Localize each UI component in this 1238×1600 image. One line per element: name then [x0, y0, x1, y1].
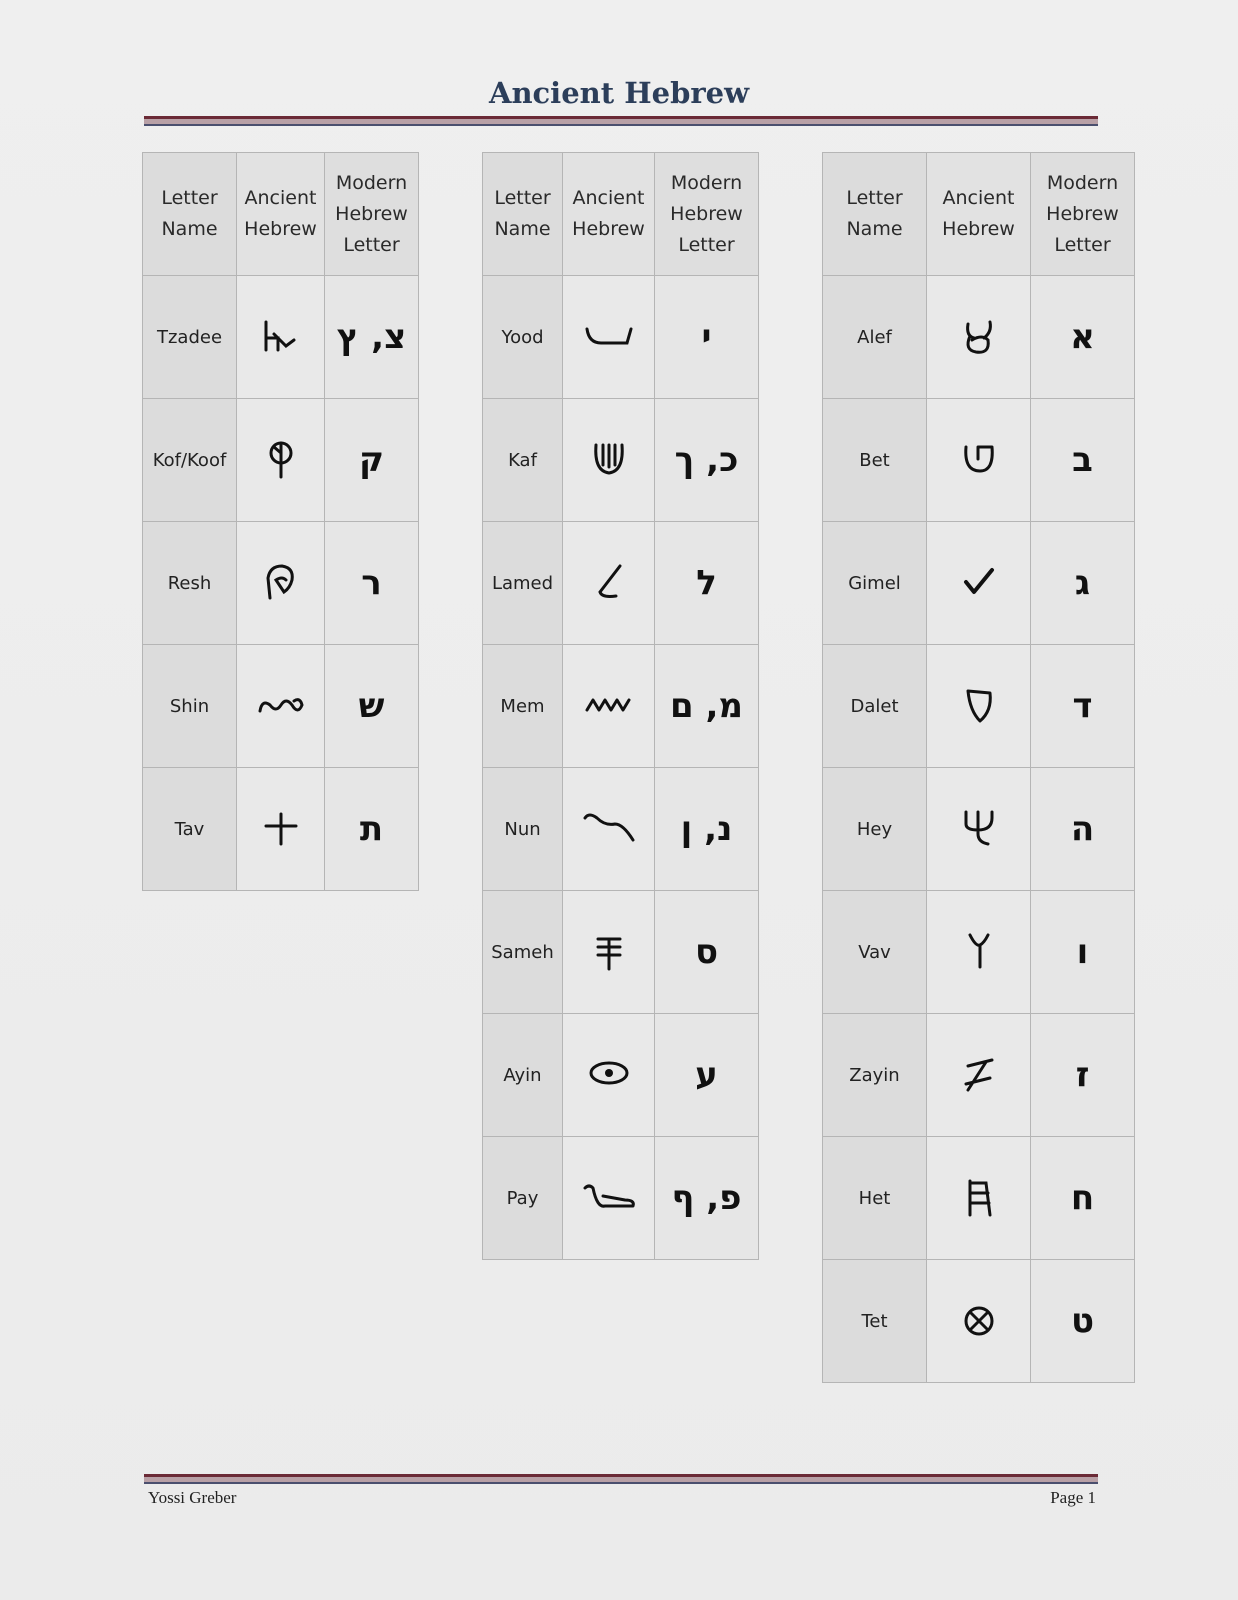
table-row — [823, 399, 1135, 522]
letter-name: Tav — [143, 768, 237, 891]
table-row — [483, 1137, 759, 1260]
tzadee-glyph-icon — [237, 276, 325, 399]
table-row — [823, 522, 1135, 645]
header-modern-letter: Modern Hebrew Letter — [325, 153, 419, 276]
letter-name: Tzadee — [143, 276, 237, 399]
modern-letter: נ, ן — [655, 768, 759, 891]
header-row — [823, 153, 1135, 276]
modern-letter: ג — [1031, 522, 1135, 645]
yood-glyph-icon — [563, 276, 655, 399]
letter-name: Sameh — [483, 891, 563, 1014]
modern-letter: ד — [1031, 645, 1135, 768]
modern-letter: ט — [1031, 1260, 1135, 1383]
letter-name: Zayin — [823, 1014, 927, 1137]
letter-name: Tet — [823, 1260, 927, 1383]
letter-name: Nun — [483, 768, 563, 891]
dalet-glyph-icon — [927, 645, 1031, 768]
modern-letter: פ, ף — [655, 1137, 759, 1260]
footer-author: Yossi Greber — [148, 1488, 237, 1507]
modern-letter: צ, ץ — [325, 276, 419, 399]
letter-name: Gimel — [823, 522, 927, 645]
table-row — [823, 1260, 1135, 1383]
letter-name: Dalet — [823, 645, 927, 768]
header-letter-name: Letter Name — [143, 153, 237, 276]
header-letter-name: Letter Name — [823, 153, 927, 276]
table-row — [143, 522, 419, 645]
tav-glyph-icon — [237, 768, 325, 891]
letter-table-left — [142, 152, 419, 891]
letter-name: Bet — [823, 399, 927, 522]
table-row — [143, 399, 419, 522]
table-row — [823, 1137, 1135, 1260]
letter-name: Shin — [143, 645, 237, 768]
table-row — [483, 276, 759, 399]
gimel-glyph-icon — [927, 522, 1031, 645]
table-row — [823, 1014, 1135, 1137]
table-row — [483, 768, 759, 891]
lamed-glyph-icon — [563, 522, 655, 645]
shin-glyph-icon — [237, 645, 325, 768]
bet-glyph-icon — [927, 399, 1031, 522]
letter-name: Resh — [143, 522, 237, 645]
modern-letter: ת — [325, 768, 419, 891]
table-row — [143, 276, 419, 399]
footer-page-number: Page 1 — [1050, 1488, 1096, 1507]
modern-letter: ע — [655, 1014, 759, 1137]
sameh-glyph-icon — [563, 891, 655, 1014]
letter-name: Lamed — [483, 522, 563, 645]
letter-table-middle — [482, 152, 759, 1260]
table-row — [823, 276, 1135, 399]
zayin-glyph-icon — [927, 1014, 1031, 1137]
header-letter-name: Letter Name — [483, 153, 563, 276]
modern-letter: ק — [325, 399, 419, 522]
table-row — [823, 891, 1135, 1014]
modern-letter: ל — [655, 522, 759, 645]
letter-name: Mem — [483, 645, 563, 768]
header-modern-letter: Modern Hebrew Letter — [655, 153, 759, 276]
alef-glyph-icon — [927, 276, 1031, 399]
letter-name: Ayin — [483, 1014, 563, 1137]
ayin-glyph-icon — [563, 1014, 655, 1137]
header-ancient-hebrew: Ancient Hebrew — [237, 153, 325, 276]
modern-letter: ו — [1031, 891, 1135, 1014]
modern-letter: א — [1031, 276, 1135, 399]
nun-glyph-icon — [563, 768, 655, 891]
table-row — [483, 522, 759, 645]
modern-letter: ה — [1031, 768, 1135, 891]
letter-table-right — [822, 152, 1135, 1383]
letter-name: Pay — [483, 1137, 563, 1260]
header-row — [143, 153, 419, 276]
table-row — [823, 645, 1135, 768]
modern-letter: י — [655, 276, 759, 399]
page-title: Ancient Hebrew — [488, 76, 750, 110]
het-glyph-icon — [927, 1137, 1031, 1260]
table-row — [483, 1014, 759, 1137]
modern-letter: ז — [1031, 1014, 1135, 1137]
table-row — [143, 645, 419, 768]
header-modern-letter: Modern Hebrew Letter — [1031, 153, 1135, 276]
modern-letter: כ, ך — [655, 399, 759, 522]
header-row — [483, 153, 759, 276]
modern-letter: ב — [1031, 399, 1135, 522]
resh-glyph-icon — [237, 522, 325, 645]
header-ancient-hebrew: Ancient Hebrew — [927, 153, 1031, 276]
mem-glyph-icon — [563, 645, 655, 768]
modern-letter: ס — [655, 891, 759, 1014]
letter-name: Hey — [823, 768, 927, 891]
table-row — [823, 768, 1135, 891]
header-rule — [144, 116, 1098, 126]
tet-glyph-icon — [927, 1260, 1031, 1383]
table-row — [483, 891, 759, 1014]
modern-letter: מ, ם — [655, 645, 759, 768]
hey-glyph-icon — [927, 768, 1031, 891]
table-row — [483, 399, 759, 522]
letter-name: Yood — [483, 276, 563, 399]
pay-glyph-icon — [563, 1137, 655, 1260]
modern-letter: ש — [325, 645, 419, 768]
letter-name: Vav — [823, 891, 927, 1014]
header-ancient-hebrew: Ancient Hebrew — [563, 153, 655, 276]
footer-rule — [144, 1474, 1098, 1484]
modern-letter: ח — [1031, 1137, 1135, 1260]
table-row — [143, 768, 419, 891]
letter-name: Kof/Koof — [143, 399, 237, 522]
letter-name: Het — [823, 1137, 927, 1260]
kaf-glyph-icon — [563, 399, 655, 522]
modern-letter: ר — [325, 522, 419, 645]
vav-glyph-icon — [927, 891, 1031, 1014]
letter-name: Alef — [823, 276, 927, 399]
letter-name: Kaf — [483, 399, 563, 522]
table-row — [483, 645, 759, 768]
kof-glyph-icon — [237, 399, 325, 522]
